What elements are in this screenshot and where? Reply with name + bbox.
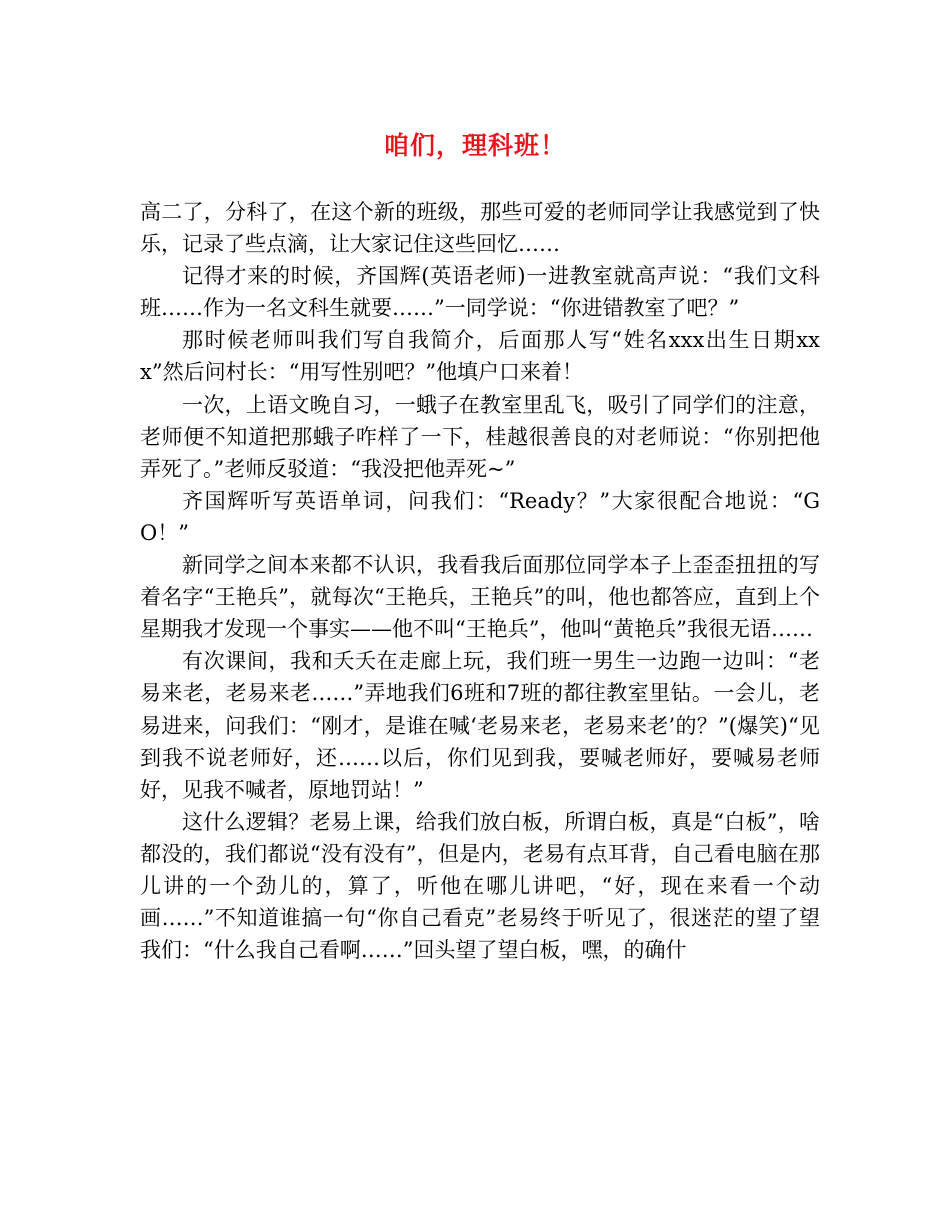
document-body — [140, 196, 820, 966]
paragraph: 一次，上语文晚自习，一蛾子在教室里乱飞，吸引了同学们的注意，老师便不知道把那蛾子咋样了一下，桂越很善良的对老师说：“你别把他弄死了。”老师反驳道：“我没把他弄死~” — [140, 392, 820, 481]
paragraph: 齐国辉听写英语单词，问我们：“Ready？”大家很配合地说：“GO！” — [140, 488, 820, 545]
paragraph: 记得才来的时候，齐国辉(英语老师)一进教室就高声说：“我们文科班……作为一名文科生就要……”一同学说：“你进错教室了吧？” — [140, 264, 820, 321]
paragraph: 新同学之间本来都不认识，我看我后面那位同学本子上歪歪扭扭的写着名字“王艳兵”，就每次“王艳兵，王艳兵”的叫，他也都答应，直到上个星期我才发现一个事实——他不叫“王艳兵”，他叫“黄艳兵”我很无语…… — [140, 553, 820, 642]
paragraph: 这什么逻辑？老易上课，给我们放白板，所谓白板，真是“白板”，啥都没的，我们都说“没有没有”，但是内，老易有点耳背，自己看电脑在那儿讲的一个劲儿的，算了，听他在哪儿讲吧，“好，现在来看一个动画……”不知道谁搞一句“你自己看克”老易终于听见了，很迷茫的望了望我们：“什么我自己看啊……”回头望了望白板，嘿，的确什 — [140, 809, 820, 963]
paragraph: 那时候老师叫我们写自我简介，后面那人写“姓名xxx出生日期xxx”然后问村长：“用写性别吧？”他填户口来着！ — [140, 328, 820, 385]
document-title: 咱们，理科班！ — [383, 131, 566, 160]
paragraph-intro: 高二了，分科了，在这个新的班级，那些可爱的老师同学让我感觉到了快乐，记录了些点滴，让大家记住这些回忆…… — [140, 200, 820, 257]
paragraph: 有次课间，我和夭夭在走廊上玩，我们班一男生一边跑一边叫：“老易来老，老易来老……”弄地我们6班和7班的都往教室里钻。一会儿，老易进来，问我们：“刚才，是谁在喊‘老易来老，老易来老’的？”(爆笑)“见到我不说老师好，还……以后，你们见到我，要喊老师好，要喊易老师好，见我不喊者，原地罚站！” — [140, 649, 820, 802]
